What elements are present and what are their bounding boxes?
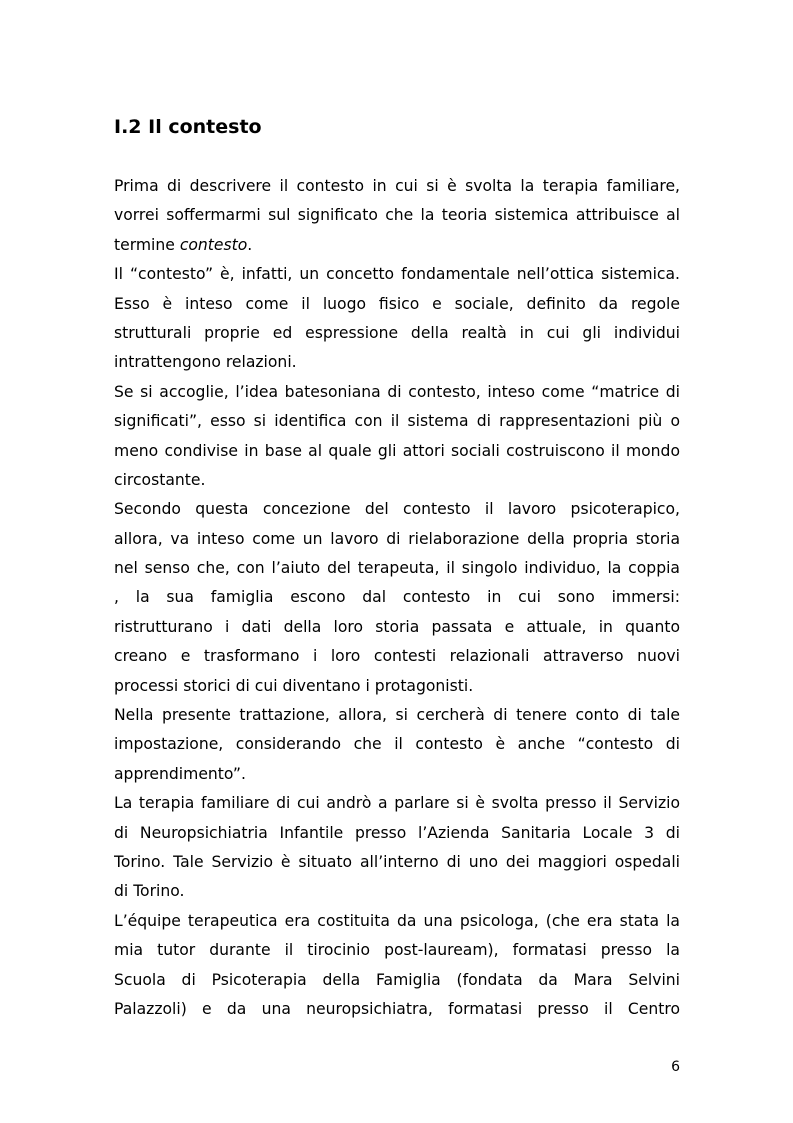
text-line: Il “contesto” è, infatti, un concetto fondamentale nell’ottica sistemica. [114, 265, 680, 284]
text-line: Palazzoli) e da una neuropsichiatra, formatasi presso il Centro [114, 999, 680, 1018]
text-line: strutturali proprie ed espressione della realtà in cui gli individui [114, 323, 680, 342]
text-line: processi storici di cui diventano i protagonisti. [114, 676, 474, 695]
text-line: allora, va inteso come un lavoro di rielaborazione della propria storia [114, 529, 680, 548]
text-line: meno condivise in base al quale gli attori sociali costruiscono il mondo [114, 441, 680, 460]
text-line: di Neuropsichiatria Infantile presso l’Azienda Sanitaria Locale 3 di [114, 823, 680, 842]
italic-term: contesto [179, 235, 248, 254]
text-line: , la sua famiglia escono dal contesto in cui sono immersi: [114, 588, 680, 607]
text-line: circostante. [114, 470, 206, 489]
text-line: nel senso che, con l’aiuto del terapeuta, il singolo individuo, la coppia [114, 559, 680, 578]
text-line: Se si accoglie, l’idea batesoniana di contesto, inteso come “matrice di [114, 382, 680, 401]
text-line: vorrei soffermarmi sul significato che la teoria sistemica attribuisce al [114, 206, 680, 225]
text-line: L’équipe terapeutica era costituita da una psicologa, (che era stata la [114, 911, 680, 930]
text-segment: . [247, 235, 253, 254]
text-line: intrattengono relazioni. [114, 353, 297, 372]
text-line: impostazione, considerando che il contesto è anche “contesto di [114, 735, 680, 754]
text-line: Torino. Tale Servizio è situato all’interno di uno dei maggiori ospedali [114, 852, 680, 871]
text-line: Scuola di Psicoterapia della Famiglia (fondata da Mara Selvini [114, 970, 680, 989]
text-line: La terapia familiare di cui andrò a parlare si è svolta presso il Servizio [114, 794, 680, 813]
text-line: significati”, esso si identifica con il sistema di rappresentazioni più o [114, 412, 680, 431]
body-text [114, 172, 680, 1024]
text-line [114, 231, 680, 260]
page-number: 6 [671, 1059, 680, 1075]
text-segment: termine [114, 235, 180, 254]
text-line: Secondo questa concezione del contesto il lavoro psicoterapico, [114, 500, 680, 519]
text-line: apprendimento”. [114, 764, 246, 783]
text-line: Nella presente trattazione, allora, si cercherà di tenere conto di tale [114, 706, 680, 725]
text-line: creano e trasformano i loro contesti relazionali attraverso nuovi [114, 647, 680, 666]
text-line: di Torino. [114, 882, 185, 901]
text-line: ristrutturano i dati della loro storia passata e attuale, in quanto [114, 617, 680, 636]
section-heading: I.2 Il contesto [114, 116, 262, 138]
text-line: Esso è inteso come il luogo fisico e sociale, definito da regole [114, 294, 680, 313]
text-line: mia tutor durante il tirocinio post-lauream), formatasi presso la [114, 941, 680, 960]
text-line: Prima di descrivere il contesto in cui si è svolta la terapia familiare, [114, 177, 680, 195]
